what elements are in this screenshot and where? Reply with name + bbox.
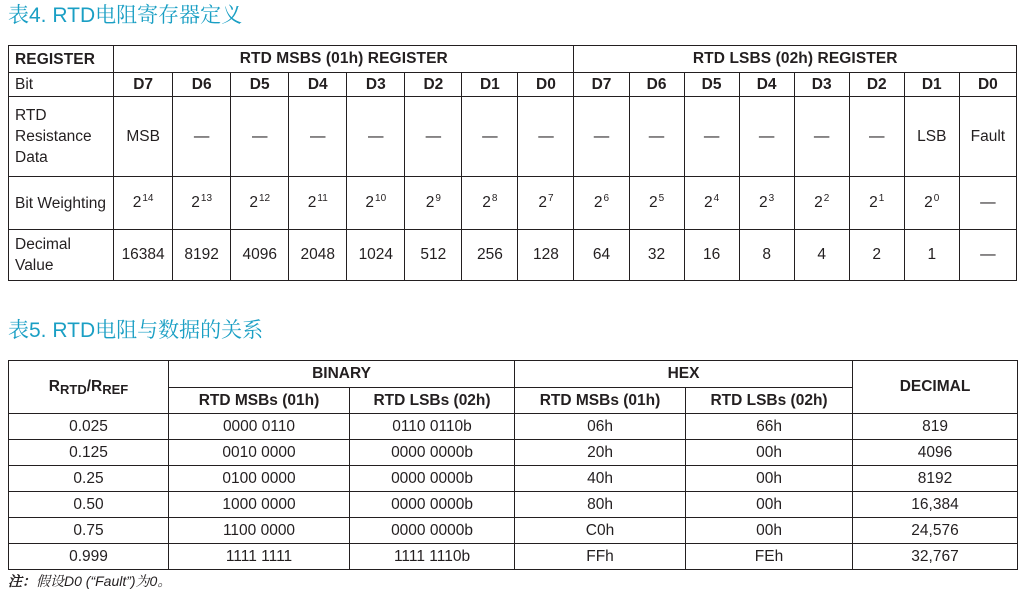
- decimal-cell: 819: [853, 414, 1018, 440]
- bit-cell: D4: [739, 73, 794, 97]
- binary-lsbs-cell: 0000 0000b: [350, 518, 515, 544]
- table-row: [9, 414, 1018, 440]
- decimal-cell: 32,767: [853, 544, 1018, 570]
- decimal-cell: 16,384: [853, 492, 1018, 518]
- table-row: [9, 492, 1018, 518]
- weight-cell: $2^{10}$: [347, 177, 405, 230]
- hex-msbs-header: RTD MSBs (01h): [515, 388, 686, 414]
- weight-cell: $2^{14}$: [114, 177, 173, 230]
- decimal-cell: 8192: [853, 466, 1018, 492]
- binary-msbs-header: RTD MSBs (01h): [169, 388, 350, 414]
- bit-cell: D2: [849, 73, 904, 97]
- register-header-row: [9, 46, 1017, 73]
- binary-lsbs-cell: 0000 0000b: [350, 466, 515, 492]
- hex-lsbs-cell: 00h: [686, 518, 853, 544]
- hex-lsbs-cell: FEh: [686, 544, 853, 570]
- register-label: REGISTER: [9, 46, 114, 73]
- data-cell: —: [289, 97, 347, 177]
- data-cell: —: [518, 97, 574, 177]
- hex-msbs-cell: 06h: [515, 414, 686, 440]
- weight-cell: $2^2$: [794, 177, 849, 230]
- decimal-cell: 2048: [289, 230, 347, 281]
- ratio-cell: 0.025: [9, 414, 169, 440]
- group-header-row: [9, 361, 1018, 388]
- weight-cell: $2^1$: [849, 177, 904, 230]
- binary-msbs-cell: 1100 0000: [169, 518, 350, 544]
- binary-msbs-cell: 1000 0000: [169, 492, 350, 518]
- hex-lsbs-cell: 66h: [686, 414, 853, 440]
- data-cell: —: [462, 97, 518, 177]
- binary-lsbs-cell: 1111 1110b: [350, 544, 515, 570]
- bit-cell: D5: [684, 73, 739, 97]
- decimal-cell: 64: [574, 230, 629, 281]
- weight-cell: $2^{11}$: [289, 177, 347, 230]
- decimal-cell: 4096: [231, 230, 289, 281]
- footnote: [8, 571, 171, 591]
- binary-lsbs-cell: 0110 0110b: [350, 414, 515, 440]
- hex-lsbs-cell: 00h: [686, 492, 853, 518]
- ratio-cell: 0.125: [9, 440, 169, 466]
- bit-row: [9, 73, 1017, 97]
- weight-cell: $2^7$: [518, 177, 574, 230]
- decimal-cell: 1: [904, 230, 959, 281]
- data-cell: —: [739, 97, 794, 177]
- decimal-value-row: [9, 230, 1017, 281]
- weight-cell: —: [959, 177, 1016, 230]
- decimal-cell: 8: [739, 230, 794, 281]
- decimal-cell: 8192: [173, 230, 231, 281]
- data-cell: MSB: [114, 97, 173, 177]
- ratio-cell: 0.50: [9, 492, 169, 518]
- table-row: [9, 518, 1018, 544]
- data-cell: —: [629, 97, 684, 177]
- decimal-cell: 4: [794, 230, 849, 281]
- msbs-register-header: RTD MSBS (01h) REGISTER: [114, 46, 574, 73]
- data-cell: —: [684, 97, 739, 177]
- lsbs-register-header: RTD LSBS (02h) REGISTER: [574, 46, 1017, 73]
- rtd-data-relation-table: [8, 360, 1018, 570]
- table-row: [9, 466, 1018, 492]
- hex-lsbs-cell: 00h: [686, 440, 853, 466]
- table5-title: 表5. RTD电阻与数据的关系: [8, 319, 264, 342]
- hex-lsbs-header: RTD LSBs (02h): [686, 388, 853, 414]
- decimal-cell: 16: [684, 230, 739, 281]
- weight-cell: $2^9$: [405, 177, 462, 230]
- decimal-cell: 4096: [853, 440, 1018, 466]
- decimal-cell: 32: [629, 230, 684, 281]
- weight-cell: $2^3$: [739, 177, 794, 230]
- bit-cell: D2: [405, 73, 462, 97]
- binary-msbs-cell: 0010 0000: [169, 440, 350, 466]
- binary-msbs-cell: 1111 1111: [169, 544, 350, 570]
- table4-title: 表4. RTD电阻寄存器定义: [8, 4, 243, 27]
- hex-lsbs-cell: 00h: [686, 466, 853, 492]
- decimal-value-label: Decimal Value: [9, 230, 114, 281]
- binary-lsbs-cell: 0000 0000b: [350, 492, 515, 518]
- binary-msbs-cell: 0100 0000: [169, 466, 350, 492]
- data-cell: Fault: [959, 97, 1016, 177]
- binary-lsbs-cell: 0000 0000b: [350, 440, 515, 466]
- hex-msbs-cell: FFh: [515, 544, 686, 570]
- weight-cell: $2^0$: [904, 177, 959, 230]
- bit-cell: D0: [959, 73, 1016, 97]
- data-cell: —: [794, 97, 849, 177]
- bit-weighting-label: Bit Weighting: [9, 177, 114, 230]
- ratio-cell: 0.25: [9, 466, 169, 492]
- weight-cell: $2^8$: [462, 177, 518, 230]
- hex-msbs-cell: C0h: [515, 518, 686, 544]
- data-cell: LSB: [904, 97, 959, 177]
- resistance-data-row: [9, 97, 1017, 177]
- bit-cell: D3: [347, 73, 405, 97]
- data-cell: —: [849, 97, 904, 177]
- decimal-cell: 2: [849, 230, 904, 281]
- decimal-cell: —: [959, 230, 1016, 281]
- decimal-cell: 16384: [114, 230, 173, 281]
- bit-cell: D7: [114, 73, 173, 97]
- weight-cell: $2^6$: [574, 177, 629, 230]
- data-cell: —: [173, 97, 231, 177]
- table-row: [9, 544, 1018, 570]
- bit-cell: D7: [574, 73, 629, 97]
- weight-cell: $2^5$: [629, 177, 684, 230]
- decimal-cell: 1024: [347, 230, 405, 281]
- ratio-cell: 0.75: [9, 518, 169, 544]
- bit-cell: D4: [289, 73, 347, 97]
- bit-cell: D3: [794, 73, 849, 97]
- weight-cell: $2^{12}$: [231, 177, 289, 230]
- decimal-cell: 128: [518, 230, 574, 281]
- hex-msbs-cell: 80h: [515, 492, 686, 518]
- bit-weighting-row: [9, 177, 1017, 230]
- binary-msbs-cell: 0000 0110: [169, 414, 350, 440]
- data-cell: —: [347, 97, 405, 177]
- bit-cell: D6: [629, 73, 684, 97]
- rtd-register-table: [8, 45, 1017, 281]
- ratio-header: $R_{RTD}/R_{REF}$: [9, 361, 169, 414]
- footnote-text: 假设D0 (“Fault”)为0。: [36, 573, 172, 589]
- bit-label: Bit: [9, 73, 114, 97]
- bit-cell: D5: [231, 73, 289, 97]
- weight-cell: $2^4$: [684, 177, 739, 230]
- decimal-header: DECIMAL: [853, 361, 1018, 414]
- bit-cell: D1: [462, 73, 518, 97]
- decimal-cell: 512: [405, 230, 462, 281]
- ratio-cell: 0.999: [9, 544, 169, 570]
- binary-lsbs-header: RTD LSBs (02h): [350, 388, 515, 414]
- bit-cell: D0: [518, 73, 574, 97]
- resistance-data-label: RTD Resistance Data: [9, 97, 114, 177]
- data-cell: —: [231, 97, 289, 177]
- data-cell: —: [574, 97, 629, 177]
- hex-msbs-cell: 20h: [515, 440, 686, 466]
- footnote-label: 注：: [8, 573, 36, 589]
- hex-header: HEX: [515, 361, 853, 388]
- binary-header: BINARY: [169, 361, 515, 388]
- data-cell: —: [405, 97, 462, 177]
- decimal-cell: 256: [462, 230, 518, 281]
- bit-cell: D1: [904, 73, 959, 97]
- hex-msbs-cell: 40h: [515, 466, 686, 492]
- bit-cell: D6: [173, 73, 231, 97]
- decimal-cell: 24,576: [853, 518, 1018, 544]
- table-row: [9, 440, 1018, 466]
- weight-cell: $2^{13}$: [173, 177, 231, 230]
